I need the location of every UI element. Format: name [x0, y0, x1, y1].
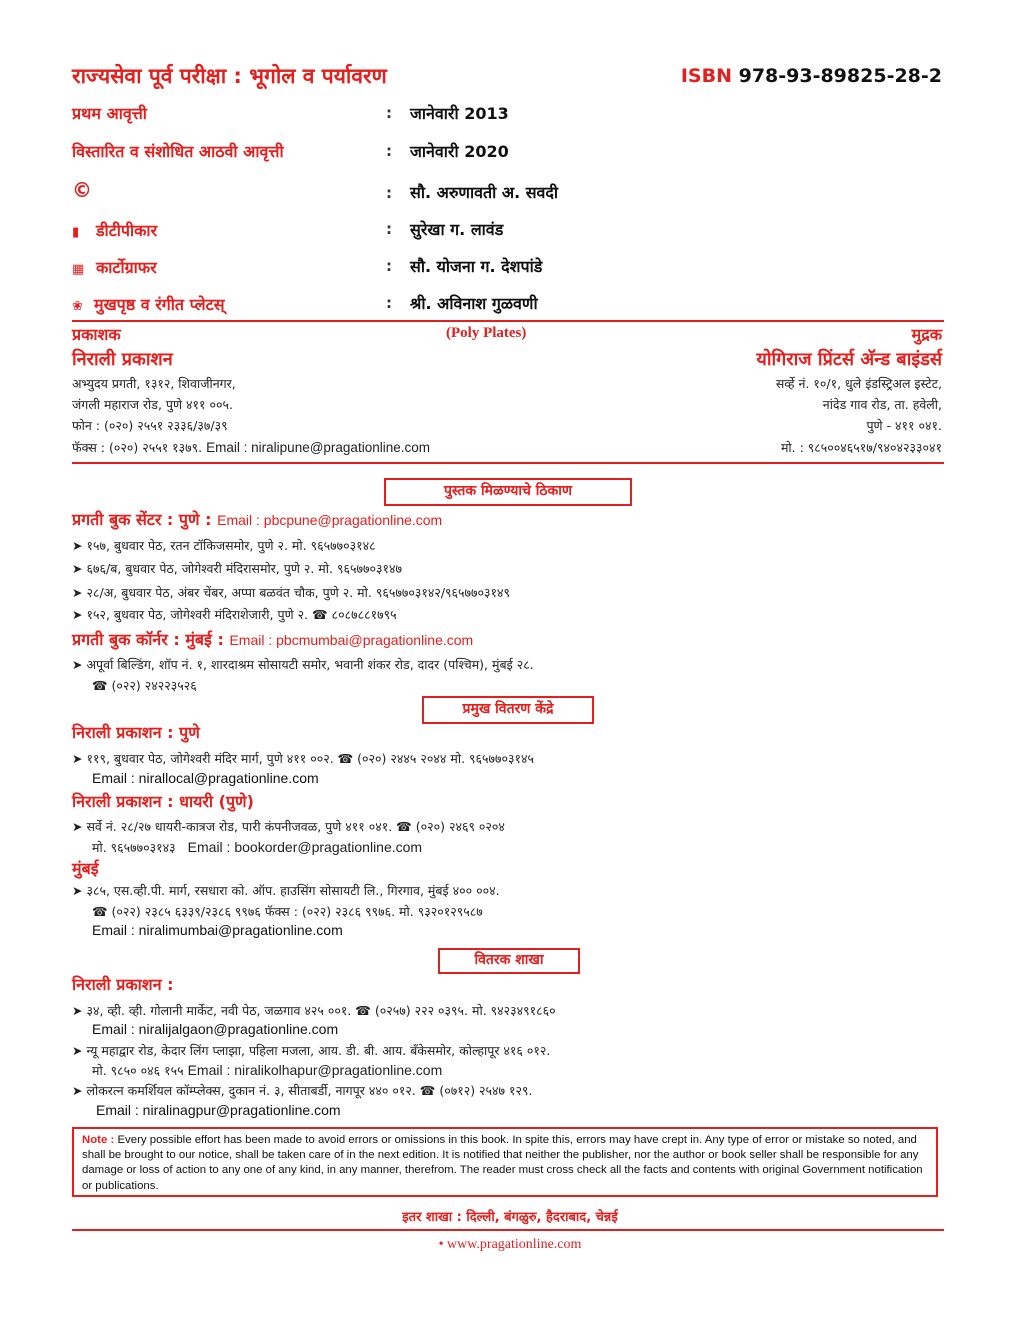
- arrow-bullet-icon: ➤: [72, 1043, 83, 1058]
- branch-kolhapur-mobile: मो. ९८५० ०४६ १५५: [92, 1063, 184, 1078]
- printer-mobile: मो. : ९८५००४६५१७/९४०४२३३०४१: [780, 440, 942, 455]
- credit-label-dtp: [72, 219, 157, 241]
- arrow-bullet-icon: ➤: [72, 538, 83, 553]
- list-item: [72, 584, 510, 601]
- brush-icon: ❀: [72, 299, 83, 314]
- isbn-label: ISBN: [680, 65, 732, 87]
- pbc-mumbai-heading: [72, 628, 473, 650]
- isbn: [681, 65, 942, 87]
- website-link[interactable]: • www.pragationline.com: [438, 1237, 582, 1252]
- publisher-fax-email: [72, 439, 430, 456]
- branch-nagpur-email[interactable]: Email : niralinagpur@pragationline.com: [96, 1102, 341, 1118]
- np-dhayari-email[interactable]: Email : bookorder@pragationline.com: [187, 839, 423, 855]
- np-pune-heading: निराली प्रकाशन : पुणे: [72, 723, 200, 742]
- list-item: [72, 1042, 550, 1059]
- credit-value-cover: श्री. अविनाश गुळवणी: [410, 294, 538, 313]
- printer-address-line: नांदेड गाव रोड, ता. हवेली,: [822, 397, 942, 412]
- np-mumbai-phone: ☎ (०२२) २३८५ ६३३९/२३८६ ९९७६ फॅक्स : (०२२) २३८६ ९९७६. मो. ९३२०१२९५८७: [92, 904, 483, 919]
- list-item: [72, 1002, 556, 1019]
- credit-sep: :: [386, 142, 392, 160]
- credit-value-dtp: सुरेखा ग. लावंड: [410, 220, 504, 239]
- address-text: सर्वे नं. २८/२७ धायरी-कात्रज रोड, पारी कंपनीजवळ, पुणे ४११ ०४१. ☎ (०२०) २४६९ ०२०४: [86, 819, 505, 834]
- np-dhayari-heading: निराली प्रकाशन : धायरी (पुणे): [72, 792, 254, 811]
- copyright-symbol: ©: [72, 178, 92, 202]
- disclaimer-note: [72, 1127, 938, 1197]
- list-item: [72, 818, 505, 835]
- arrow-bullet-icon: ➤: [72, 561, 83, 576]
- publisher-address-line: जंगली महाराज रोड, पुणे ४११ ००५.: [72, 397, 233, 412]
- address-text: ३४, व्ही. व्ही. गोलानी मार्केट, नवी पेठ, जळगाव ४२५ ००१. ☎ (०२५७) २२२ ०३९५. मो. ९४२३४९१८६०: [86, 1003, 556, 1018]
- grid-map-icon: ▦: [72, 262, 85, 277]
- list-item: [72, 1082, 533, 1099]
- address-text: न्यू महाद्वार रोड, केदार लिंग प्लाझा, पहिला मजला, आय. डी. बी. आय. बँकेसमोर, कोल्हापूर ४१६ ०१२.: [86, 1043, 551, 1058]
- credit-value-copyright: सौ. अरुणावती अ. सवदी: [410, 183, 559, 202]
- list-item: [72, 560, 402, 577]
- pbc-pune-title: प्रगती बुक सेंटर : पुणे :: [72, 510, 212, 529]
- address-text: २८/अ, बुधवार पेठ, अंबर चेंबर, अप्पा बळवंत चौक, पुणे २. मो. ९६५७७०३१४२/९६५७७०३१४९: [86, 585, 511, 600]
- credit-label-eighth-edition: विस्तारित व संशोधित आठवी आवृत्ती: [72, 142, 284, 161]
- arrow-bullet-icon: ➤: [72, 657, 83, 672]
- list-item: [72, 606, 397, 623]
- section-box-distributor-branches: वितरक शाखा: [438, 948, 580, 974]
- credit-label-cartographer: [72, 256, 157, 278]
- pbc-mumbai-phone: ☎ (०२२) २४२२३५२६: [92, 678, 197, 693]
- section-box-main-distribution: प्रमुख वितरण केंद्रे: [422, 696, 594, 724]
- arrow-bullet-icon: ➤: [72, 751, 83, 766]
- publisher-heading: प्रकाशक: [72, 325, 121, 344]
- other-branches: इतर शाखा : दिल्ली, बंगळुरु, हैदराबाद, चेन्नई: [402, 1210, 618, 1225]
- arrow-bullet-icon: ➤: [72, 1003, 83, 1018]
- address-text: ६७६/ब, बुधवार पेठ, जोगेश्वरी मंदिरासमोर, पुणे २. मो. ९६५७७०३१४७: [86, 561, 402, 576]
- computer-icon: ▮: [72, 225, 80, 240]
- branch-kolhapur-contact: [92, 1062, 442, 1079]
- address-text: अपूर्वा बिल्डिंग, शॉप नं. १, शारदाश्रम सोसायटी समोर, भवानी शंकर रोड, दादर (पश्चिम), मुंबई २८.: [86, 657, 534, 672]
- isbn-value: 978-93-89825-28-2: [738, 65, 942, 87]
- list-item: [72, 750, 534, 767]
- cover-label-text: मुखपृष्ठ व रंगीत प्लेटस्: [94, 295, 225, 314]
- printer-address-line: सर्व्हे नं. १०/१, धुले इंडस्ट्रिअल इस्टेट,: [775, 376, 942, 391]
- branches-heading: निराली प्रकाशन :: [72, 975, 174, 994]
- printer-name: योगिराज प्रिंटर्स अ‍ॅन्ड बाइंडर्स: [756, 349, 942, 370]
- note-label: Note :: [82, 1134, 115, 1146]
- credit-sep: :: [386, 184, 392, 202]
- pbc-mumbai-email[interactable]: Email : pbcmumbai@pragationline.com: [229, 632, 474, 648]
- branch-kolhapur-email[interactable]: Email : niralikolhapur@pragationline.com: [187, 1062, 443, 1078]
- divider: [72, 462, 944, 464]
- credit-sep: :: [386, 294, 392, 312]
- poly-plates: (Poly Plates): [446, 325, 527, 341]
- publisher-phone: फोन : (०२०) २५५१ २३३६/३७/३९: [72, 418, 228, 433]
- address-text: ११९, बुधवार पेठ, जोगेश्वरी मंदिर मार्ग, पुणे ४११ ००२. ☎ (०२०) २४४५ २०४४ मो. ९६५७७०३१४५: [86, 751, 535, 766]
- book-title: राज्यसेवा पूर्व परीक्षा : भूगोल व पर्यावरण: [72, 64, 387, 88]
- printer-address-line: पुणे - ४११ ०४१.: [866, 418, 942, 433]
- list-item: [72, 882, 500, 899]
- cartographer-label-text: कार्टोग्राफर: [96, 258, 157, 277]
- np-mumbai-email[interactable]: Email : niralimumbai@pragationline.com: [92, 922, 343, 938]
- publisher-name: निराली प्रकाशन: [72, 349, 173, 370]
- arrow-bullet-icon: ➤: [72, 585, 83, 600]
- credit-label-first-edition: प्रथम आवृत्ती: [72, 104, 147, 123]
- divider: [72, 1229, 944, 1231]
- np-dhayari-contact: [92, 839, 422, 856]
- publisher-address-line: अभ्युदय प्रगती, १३१२, शिवाजीनगर,: [72, 376, 236, 391]
- credit-sep: :: [386, 257, 392, 275]
- address-text: १५२, बुधवार पेठ, जोगेश्वरी मंदिराशेजारी, पुणे २. ☎ ८०८७८८१७९५: [86, 607, 397, 622]
- section-box-book-availability: पुस्तक मिळण्याचे ठिकाण: [384, 478, 632, 506]
- list-item: [72, 537, 376, 554]
- address-text: ३८५, एस.व्ही.पी. मार्ग, रसधारा को. ऑप. हाउसिंग सोसायटी लि., गिरगाव, मुंबई ४०० ००४.: [86, 883, 500, 898]
- list-item: [72, 656, 534, 673]
- printer-heading: मुद्रक: [911, 325, 942, 344]
- credit-label-cover: [72, 293, 225, 315]
- credit-sep: :: [386, 104, 392, 122]
- pbc-mumbai-title: प्रगती बुक कॉर्नर : मुंबई :: [72, 630, 224, 649]
- publisher-email[interactable]: Email : niralipune@pragationline.com: [206, 440, 430, 455]
- pbc-pune-email[interactable]: Email : pbcpune@pragationline.com: [217, 512, 443, 528]
- publisher-fax: फॅक्स : (०२०) २५५१ १३७९.: [72, 440, 203, 455]
- credit-value-first-edition: जानेवारी 2013: [410, 104, 509, 123]
- credit-sep: :: [386, 220, 392, 238]
- note-text: Every possible effort has been made to avoid errors or omissions in this book. In spite this, errors may have crept in. Any type of error or mistake so noted, and shall be brought to our notice, shall be taken care of in the next edition. It is notified that neither the publisher, nor the author or book seller shall be responsible for any damage or loss of action to any one of any kind, in any manner, therefrom. The reader must cross check all the facts and contents with original Government notification or publications.: [82, 1134, 923, 1192]
- address-text: लोकरत्न कमर्शियल कॉम्प्लेक्स, दुकान नं. ३, सीताबर्डी, नागपूर ४४० ०१२. ☎ (०७१२) २५४७ १२९.: [86, 1083, 533, 1098]
- np-pune-email[interactable]: Email : nirallocal@pragationline.com: [92, 770, 319, 786]
- divider: [72, 320, 944, 322]
- credit-value-cartographer: सौ. योजना ग. देशपांडे: [410, 257, 543, 276]
- arrow-bullet-icon: ➤: [72, 607, 83, 622]
- pbc-pune-heading: [72, 508, 442, 530]
- address-text: १५७, बुधवार पेठ, रतन टॉकिजसमोर, पुणे २. मो. ९६५७७०३१४८: [86, 538, 376, 553]
- arrow-bullet-icon: ➤: [72, 819, 83, 834]
- np-mumbai-heading: मुंबई: [72, 859, 99, 878]
- arrow-bullet-icon: ➤: [72, 883, 83, 898]
- dtp-label-text: डीटीपीकार: [96, 221, 158, 240]
- credit-value-eighth-edition: जानेवारी 2020: [410, 142, 509, 161]
- branch-jalgaon-email[interactable]: Email : niralijalgaon@pragationline.com: [92, 1021, 339, 1037]
- np-dhayari-mobile: मो. ९६५७७०३१४३: [92, 840, 176, 855]
- arrow-bullet-icon: ➤: [72, 1083, 83, 1098]
